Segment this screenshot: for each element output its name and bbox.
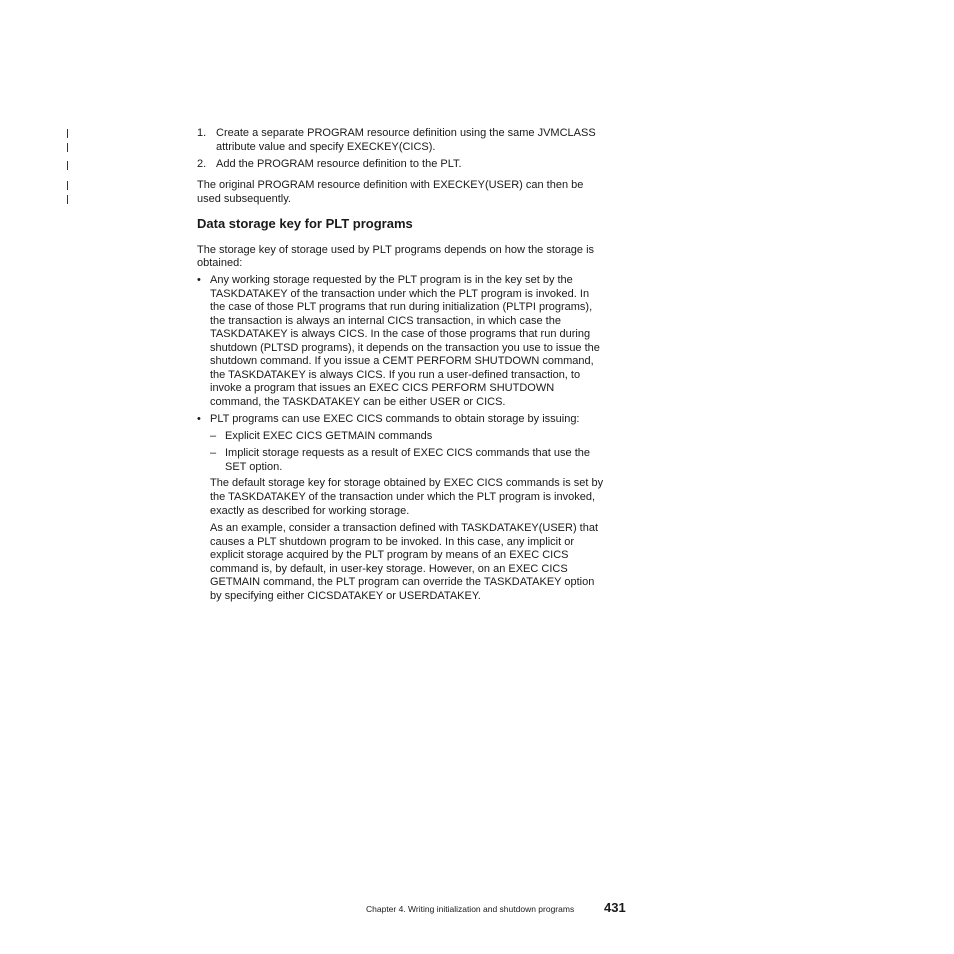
section-heading: Data storage key for PLT programs: [197, 216, 413, 231]
paragraph-line: The original PROGRAM resource definition with EXECKEY(USER) can then be: [197, 179, 584, 191]
dash-marker: –: [210, 447, 217, 459]
paragraph-line: As an example, consider a transaction defined with TASKDATAKEY(USER) that: [210, 522, 599, 534]
paragraph-line: explicit storage acquired by the PLT program by means of an EXEC CICS: [210, 549, 569, 561]
paragraph-line: the TASKDATAKEY of the transaction under which the PLT program is invoked,: [210, 491, 595, 503]
paragraph-line: exactly as described for working storage.: [210, 505, 410, 517]
footer-chapter: Chapter 4. Writing initialization and shutdown programs: [366, 904, 575, 914]
bullet-text: command, the TASKDATAKEY can be either USER or CICS.: [210, 396, 506, 408]
paragraph-line: obtained:: [197, 257, 243, 269]
bullet-text: the TASKDATAKEY is always CICS. If you run a user-defined transaction, to: [210, 369, 581, 381]
change-bar: [67, 129, 68, 138]
dash-marker: –: [210, 430, 217, 442]
dash-text: SET option.: [225, 461, 283, 473]
page-number: 431: [604, 900, 626, 915]
change-bar: [67, 181, 68, 190]
paragraph-line: The default storage key for storage obtained by EXEC CICS commands is set by: [210, 477, 604, 489]
paragraph-line: by specifying either CICSDATAKEY or USERDATAKEY.: [210, 590, 481, 602]
change-bar: [67, 143, 68, 152]
bullet-text: Any working storage requested by the PLT program is in the key set by the: [210, 274, 573, 286]
bullet-marker: •: [197, 413, 201, 425]
step-marker: 2.: [197, 158, 207, 170]
paragraph-line: command is, by default, in user-key storage. However, on an EXEC CICS: [210, 563, 568, 575]
bullet-text: shutdown (PLTSD programs), it depends on the transaction you use to issue the: [210, 342, 600, 354]
change-bar: [67, 161, 68, 170]
bullet-text: PLT programs can use EXEC CICS commands to obtain storage by issuing:: [210, 413, 580, 425]
bullet-text: invoke a program that issues an EXEC CICS PERFORM SHUTDOWN: [210, 382, 555, 394]
step-text: Create a separate PROGRAM resource definition using the same JVMCLASS: [216, 127, 596, 139]
bullet-text: shutdown command. If you issue a CEMT PERFORM SHUTDOWN command,: [210, 355, 594, 367]
step-text: Add the PROGRAM resource definition to the PLT.: [216, 158, 462, 170]
step-marker: 1.: [197, 127, 207, 139]
bullet-text: the case of those PLT programs that run during initialization (PLTPI programs),: [210, 301, 593, 313]
paragraph-line: causes a PLT shutdown program to be invoked. In this case, any implicit or: [210, 536, 574, 548]
bullet-text: TASKDATAKEY is always CICS. In the case of those programs that run during: [210, 328, 591, 340]
paragraph-line: The storage key of storage used by PLT programs depends on how the storage is: [197, 244, 595, 256]
bullet-text: TASKDATAKEY of the transaction under which the PLT program is invoked. In: [210, 288, 590, 300]
dash-text: Explicit EXEC CICS GETMAIN commands: [225, 430, 433, 442]
bullet-marker: •: [197, 274, 201, 286]
paragraph-line: used subsequently.: [197, 193, 291, 205]
dash-text: Implicit storage requests as a result of EXEC CICS commands that use the: [225, 447, 590, 459]
paragraph-line: GETMAIN command, the PLT program can override the TASKDATAKEY option: [210, 576, 595, 588]
bullet-text: the transaction is always an internal CICS transaction, in which case the: [210, 315, 561, 327]
step-text: attribute value and specify EXECKEY(CICS).: [216, 141, 436, 153]
change-bar: [67, 195, 68, 204]
